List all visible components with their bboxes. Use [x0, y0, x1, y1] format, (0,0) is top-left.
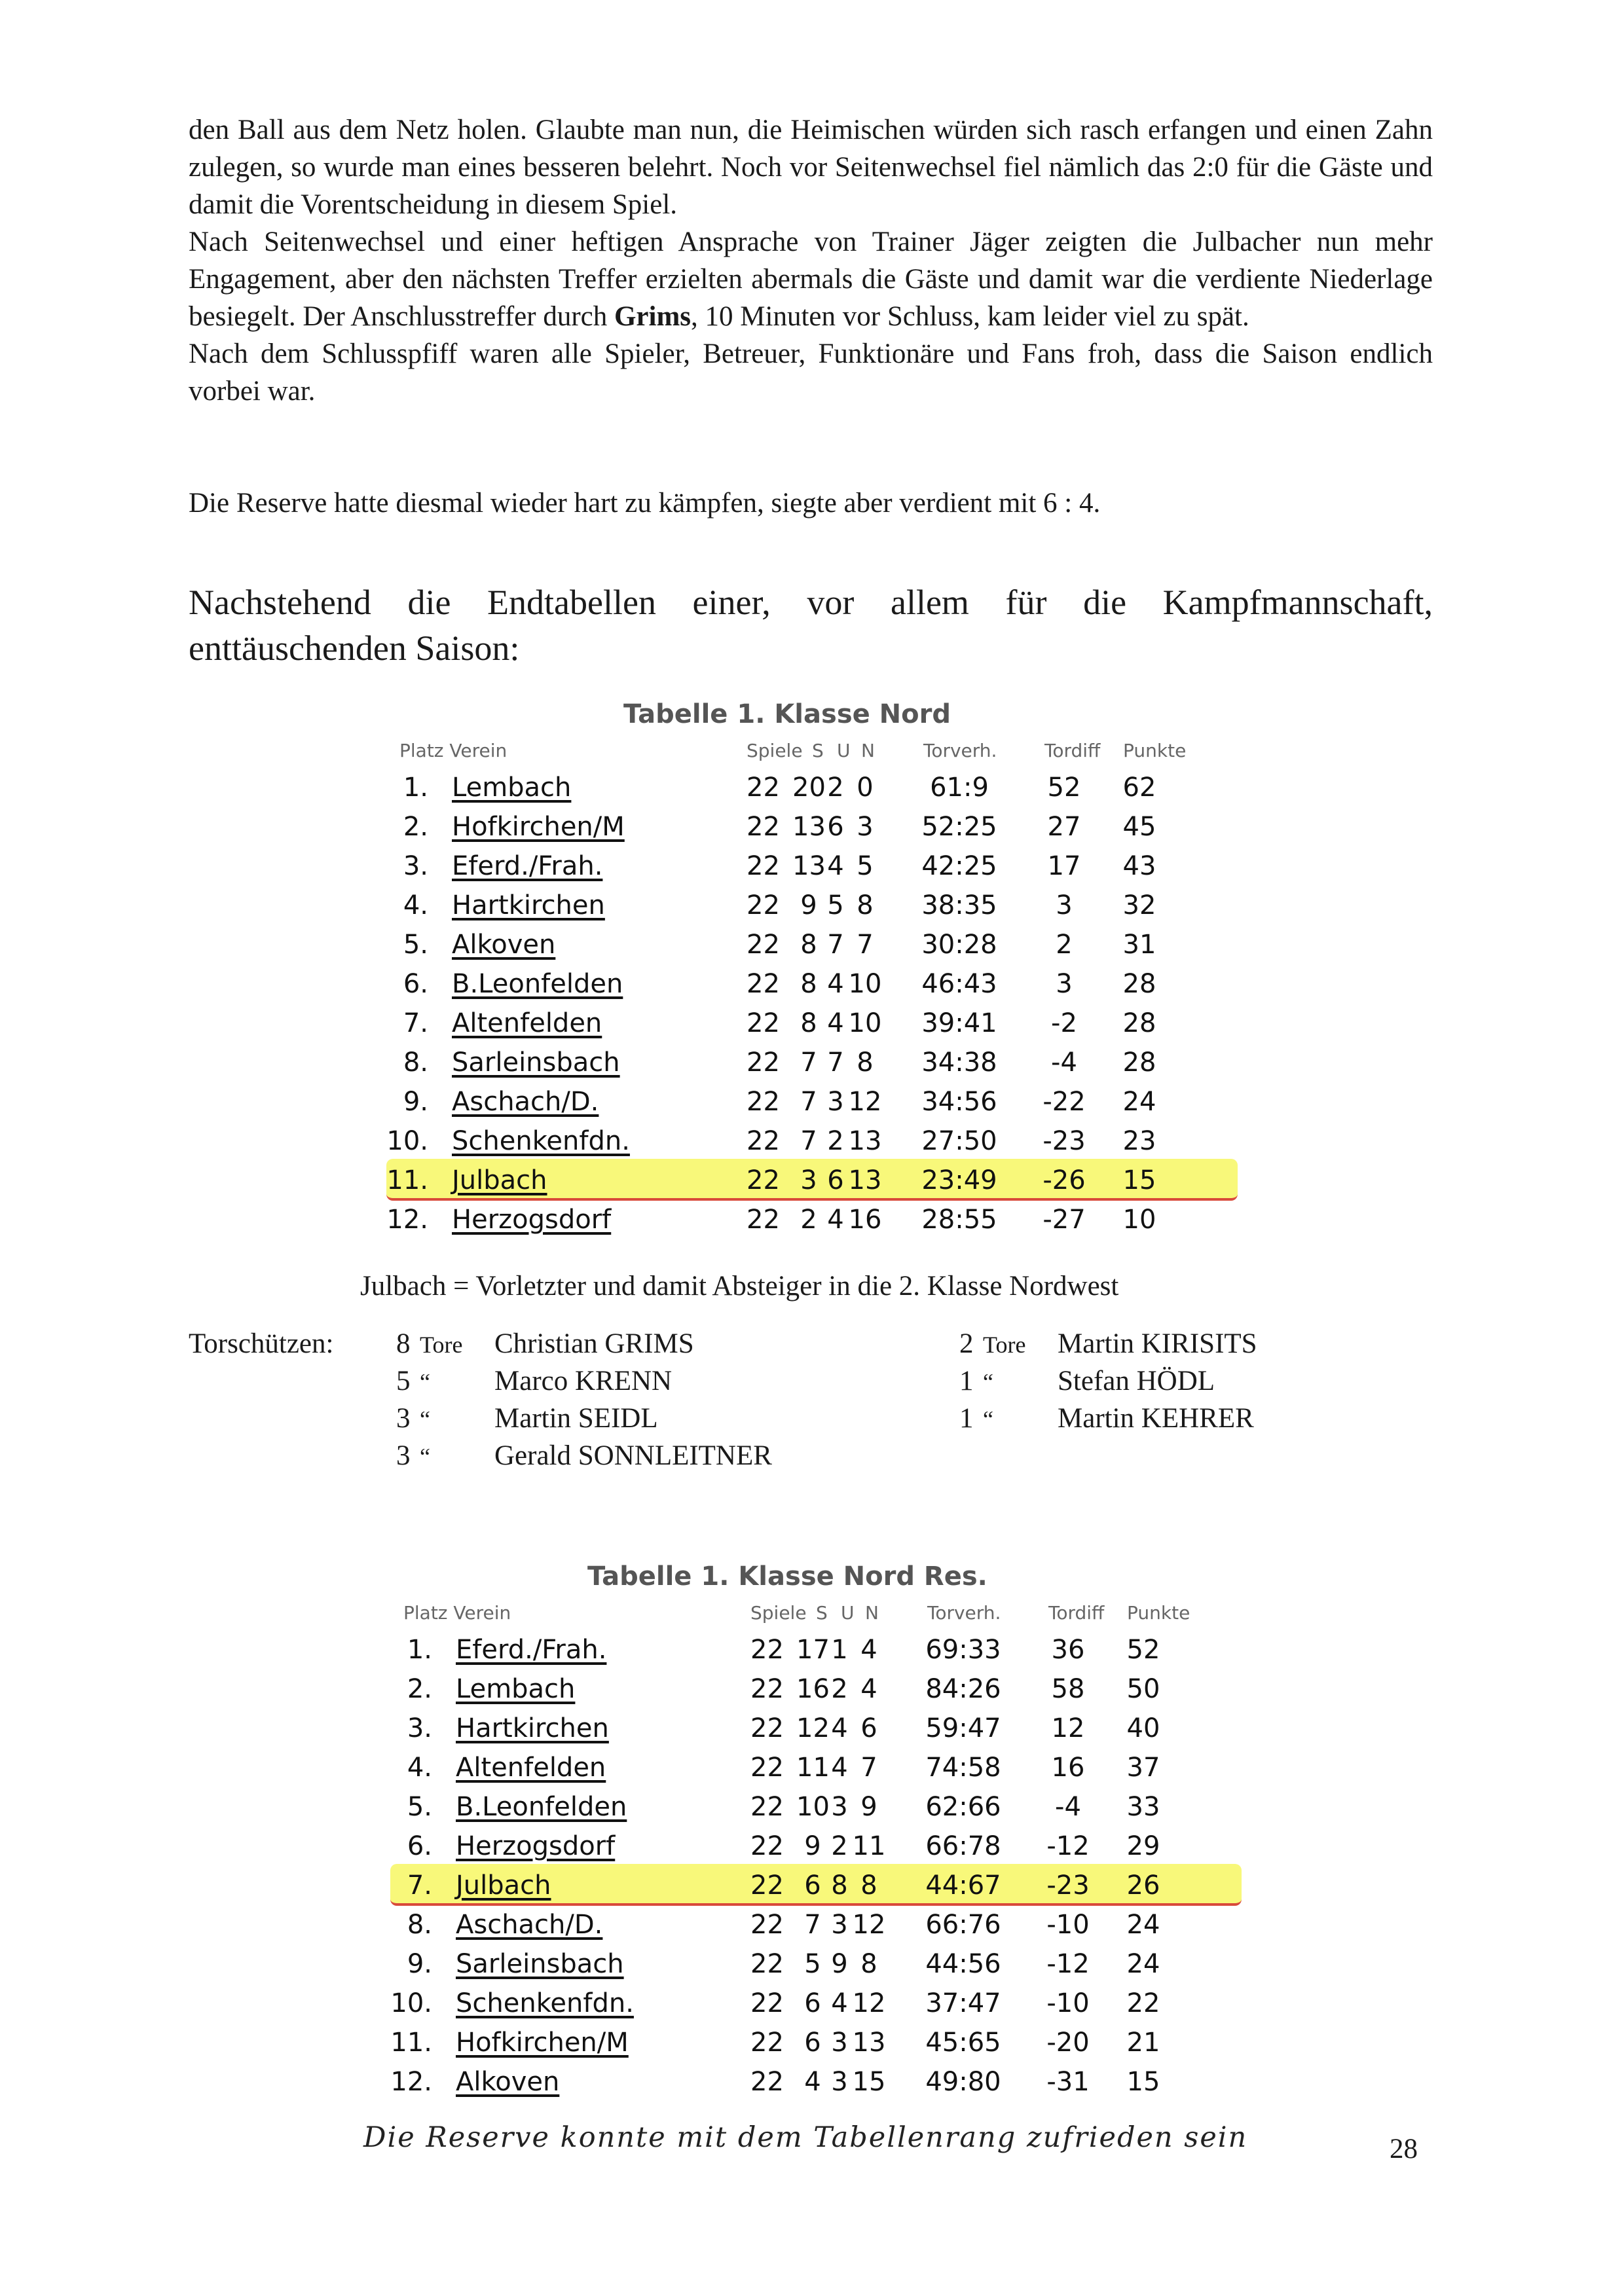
body-paragraph-2: Die Reserve hatte diesmal wieder hart zu kämpfen, siegte aber verdient mit 6 : 4.: [189, 488, 1101, 519]
cell-s: 2: [800, 1205, 817, 1235]
cell-verein: Herzogsdorf: [452, 1205, 612, 1235]
cell-torverh: 45:65: [925, 2028, 1001, 2058]
body-text-c: , 10 Minuten vor Schluss, kam leider viel zu spät.: [691, 301, 1249, 332]
cell-punkte: 22: [1126, 1988, 1160, 2018]
column-header-torverh: Torverh.: [923, 740, 997, 761]
cell-spiele: 22: [747, 1048, 780, 1078]
cell-tordiff: 2: [1056, 930, 1073, 960]
cell-punkte: 43: [1122, 851, 1156, 881]
cell-u: 6: [827, 1165, 844, 1195]
cell-punkte: 28: [1122, 1008, 1156, 1038]
table-row: [386, 1120, 1238, 1159]
column-header-tordiff: Tordiff: [1048, 1602, 1105, 1624]
cell-u: 1: [831, 1635, 848, 1665]
cell-torverh: 62:66: [925, 1792, 1001, 1822]
column-header-punkte: Punkte: [1127, 1602, 1190, 1624]
cell-verein: Julbach: [452, 1165, 547, 1195]
cell-platz: 6.: [403, 969, 428, 999]
cell-platz: 2.: [403, 812, 428, 842]
cell-punkte: 15: [1122, 1165, 1156, 1195]
cell-spiele: 22: [747, 1205, 780, 1235]
table-row: [386, 923, 1238, 962]
cell-punkte: 62: [1122, 773, 1156, 803]
cell-platz: 10.: [386, 1126, 428, 1156]
table-row: [390, 1942, 1242, 1982]
tables-intro-heading: Nachstehend die Endtabellen einer, vor allem für die Kampfmannschaft, enttäuschenden Saison:: [189, 583, 1433, 668]
cell-s: 7: [800, 1126, 817, 1156]
cell-s: 13: [792, 851, 826, 881]
cell-torverh: 46:43: [921, 969, 997, 999]
cell-u: 7: [827, 1048, 844, 1078]
cell-torverh: 37:47: [925, 1988, 1001, 2018]
cell-torverh: 38:35: [921, 890, 997, 920]
table-row: [390, 1707, 1242, 1746]
scorer-right-name: Stefan HÖDL: [1058, 1366, 1215, 1396]
body-text-b: Nach Seitenwechsel und einer heftigen Ansprache von Trainer Jäger zeigten die Julbacher nun mehr Engagement, aber den nächsten Treffer erzielten abermals die Gäste und damit war die verdiente Niederlage besiegelt. Der Anschlusstreffer durch: [189, 227, 1433, 332]
cell-torverh: 49:80: [925, 2067, 1001, 2097]
cell-platz: 11.: [386, 1165, 428, 1195]
cell-spiele: 22: [750, 1792, 784, 1822]
cell-spiele: 22: [750, 1949, 784, 1979]
cell-u: 4: [831, 1713, 848, 1743]
cell-punkte: 29: [1126, 1831, 1160, 1861]
cell-torverh: 42:25: [921, 851, 997, 881]
cell-n: 12: [852, 1910, 886, 1940]
cell-u: 4: [831, 1753, 848, 1783]
cell-verein: Schenkenfdn.: [456, 1988, 634, 2018]
cell-spiele: 22: [747, 1087, 780, 1117]
cell-tordiff: -4: [1055, 1792, 1081, 1822]
cell-n: 10: [848, 969, 882, 999]
table-row: [390, 1785, 1242, 1825]
cell-n: 13: [852, 2028, 886, 2058]
cell-verein: Sarleinsbach: [456, 1949, 624, 1979]
cell-platz: 7.: [403, 1008, 428, 1038]
table-row-highlighted: [386, 1159, 1238, 1201]
cell-s: 9: [800, 890, 817, 920]
cell-torverh: 34:38: [921, 1048, 997, 1078]
cell-verein: Eferd./Frah.: [456, 1635, 607, 1665]
cell-platz: 1.: [403, 773, 428, 803]
cell-spiele: 22: [750, 1674, 784, 1704]
table-row: [386, 884, 1238, 923]
column-header-n: N: [861, 740, 875, 761]
cell-platz: 2.: [407, 1674, 432, 1704]
cell-verein: Alkoven: [456, 2067, 560, 2097]
cell-punkte: 31: [1122, 930, 1156, 960]
scorer-left-name: Marco KRENN: [494, 1366, 673, 1396]
cell-n: 8: [860, 1870, 877, 1901]
cell-s: 6: [804, 1988, 821, 2018]
cell-punkte: 21: [1126, 2028, 1160, 2058]
cell-u: 3: [827, 1087, 844, 1117]
cell-n: 7: [857, 930, 874, 960]
page-number: 28: [1390, 2134, 1418, 2164]
cell-tordiff: 27: [1047, 812, 1081, 842]
cell-n: 4: [860, 1674, 877, 1704]
cell-spiele: 22: [747, 1126, 780, 1156]
scorer-right-unit: Tore: [983, 1332, 1026, 1358]
scorer-right-unit: “: [983, 1369, 993, 1395]
table-row: [386, 1080, 1238, 1120]
cell-verein: Hofkirchen/M: [452, 812, 625, 842]
cell-tordiff: 3: [1056, 969, 1073, 999]
cell-torverh: 66:78: [925, 1831, 1001, 1861]
scorer-left-count: 8: [396, 1328, 411, 1359]
cell-platz: 3.: [403, 851, 428, 881]
cell-spiele: 22: [750, 1870, 784, 1901]
scorer-left-count: 3: [396, 1403, 411, 1434]
scorer-right-count: 1: [959, 1366, 974, 1396]
column-header-s: S: [816, 1602, 828, 1624]
table-title: Tabelle 1. Klasse Nord: [623, 699, 951, 729]
cell-u: 3: [831, 1910, 848, 1940]
cell-spiele: 22: [750, 2028, 784, 2058]
cell-platz: 5.: [403, 930, 428, 960]
cell-n: 12: [852, 1988, 886, 2018]
cell-verein: Sarleinsbach: [452, 1048, 620, 1078]
cell-verein: B.Leonfelden: [452, 969, 623, 999]
cell-torverh: 52:25: [921, 812, 997, 842]
cell-platz: 10.: [390, 1988, 432, 2018]
cell-verein: Eferd./Frah.: [452, 851, 603, 881]
cell-n: 10: [848, 1008, 882, 1038]
cell-verein: Lembach: [452, 773, 572, 803]
cell-punkte: 50: [1126, 1674, 1160, 1704]
scorer-right-count: 1: [959, 1403, 974, 1434]
cell-platz: 3.: [407, 1713, 432, 1743]
cell-verein: Hartkirchen: [456, 1713, 609, 1743]
cell-n: 11: [852, 1831, 886, 1861]
cell-spiele: 22: [750, 2067, 784, 2097]
table-title: Tabelle 1. Klasse Nord Res.: [587, 1561, 987, 1592]
table-row: [386, 845, 1238, 884]
cell-punkte: 24: [1122, 1087, 1156, 1117]
table-row: [386, 1198, 1238, 1237]
cell-spiele: 22: [750, 1831, 784, 1861]
cell-platz: 12.: [390, 2067, 432, 2097]
cell-n: 8: [860, 1949, 877, 1979]
cell-torverh: 30:28: [921, 930, 997, 960]
cell-spiele: 22: [747, 930, 780, 960]
cell-tordiff: -31: [1046, 2067, 1090, 2097]
cell-punkte: 10: [1122, 1205, 1156, 1235]
cell-u: 4: [827, 1008, 844, 1038]
cell-u: 6: [827, 812, 844, 842]
cell-punkte: 33: [1126, 1792, 1160, 1822]
cell-platz: 9.: [403, 1087, 428, 1117]
cell-s: 6: [804, 2028, 821, 2058]
cell-s: 12: [796, 1713, 830, 1743]
body-text-bold-name: Grims: [614, 301, 692, 332]
cell-s: 7: [804, 1910, 821, 1940]
cell-s: 6: [804, 1870, 821, 1901]
cell-spiele: 22: [750, 1713, 784, 1743]
cell-verein: Aschach/D.: [452, 1087, 599, 1117]
scorer-left-unit: “: [420, 1406, 430, 1432]
cell-tordiff: -2: [1051, 1008, 1077, 1038]
cell-punkte: 52: [1126, 1635, 1160, 1665]
cell-u: 2: [827, 773, 844, 803]
cell-s: 8: [800, 930, 817, 960]
column-header-s: S: [812, 740, 824, 761]
cell-tordiff: -23: [1046, 1870, 1090, 1901]
cell-tordiff: 3: [1056, 890, 1073, 920]
table-row: [386, 766, 1238, 805]
cell-u: 5: [827, 890, 844, 920]
scorer-left-unit: “: [420, 1369, 430, 1395]
cell-verein: Lembach: [456, 1674, 576, 1704]
column-header-platz-verein: Platz Verein: [399, 740, 507, 761]
handwritten-note: Die Reserve konnte mit dem Tabellenrang zufrieden sein: [363, 2121, 1248, 2154]
cell-s: 17: [796, 1635, 830, 1665]
table-row: [390, 2060, 1242, 2100]
cell-spiele: 22: [747, 812, 780, 842]
scorers-label: Torschützen:: [189, 1328, 334, 1359]
cell-spiele: 22: [750, 1753, 784, 1783]
column-header-platz-verein: Platz Verein: [403, 1602, 511, 1624]
cell-tordiff: -20: [1046, 2028, 1090, 2058]
cell-s: 13: [792, 812, 826, 842]
cell-tordiff: -27: [1043, 1205, 1086, 1235]
table-row: [386, 1002, 1238, 1041]
cell-n: 13: [848, 1165, 882, 1195]
cell-verein: Hartkirchen: [452, 890, 605, 920]
scorer-left-unit: Tore: [420, 1332, 463, 1358]
cell-s: 11: [796, 1753, 830, 1783]
cell-n: 6: [860, 1713, 877, 1743]
table-row: [386, 1041, 1238, 1080]
column-header-tordiff: Tordiff: [1044, 740, 1101, 761]
cell-torverh: 23:49: [921, 1165, 997, 1195]
scorer-right-count: 2: [959, 1328, 974, 1359]
column-header-n: N: [865, 1602, 879, 1624]
cell-s: 3: [800, 1165, 817, 1195]
cell-platz: 9.: [407, 1949, 432, 1979]
cell-platz: 12.: [386, 1205, 428, 1235]
cell-platz: 8.: [407, 1910, 432, 1940]
cell-spiele: 22: [747, 1165, 780, 1195]
scorer-left-name: Christian GRIMS: [494, 1328, 694, 1359]
cell-n: 9: [860, 1792, 877, 1822]
cell-tordiff: 16: [1051, 1753, 1085, 1783]
cell-torverh: 66:76: [925, 1910, 1001, 1940]
cell-spiele: 22: [747, 1008, 780, 1038]
cell-punkte: 15: [1126, 2067, 1160, 2097]
cell-spiele: 22: [747, 969, 780, 999]
cell-torverh: 44:67: [925, 1870, 1001, 1901]
cell-n: 8: [857, 890, 874, 920]
scorer-left-unit: “: [420, 1444, 430, 1470]
cell-punkte: 24: [1126, 1949, 1160, 1979]
cell-s: 8: [800, 969, 817, 999]
cell-platz: 4.: [407, 1753, 432, 1783]
body-paragraph-1: [189, 111, 1433, 410]
cell-n: 5: [857, 851, 874, 881]
cell-u: 7: [827, 930, 844, 960]
body-text-d: Nach dem Schlusspfiff waren alle Spieler, Betreuer, Funktionäre und Fans froh, dass die Saison endlich vorbei war.: [189, 338, 1433, 407]
cell-punkte: 40: [1126, 1713, 1160, 1743]
cell-punkte: 28: [1122, 969, 1156, 999]
cell-platz: 11.: [390, 2028, 432, 2058]
cell-verein: Herzogsdorf: [456, 1831, 616, 1861]
column-header-punkte: Punkte: [1123, 740, 1187, 761]
cell-punkte: 37: [1126, 1753, 1160, 1783]
scorer-left-name: Martin SEIDL: [494, 1403, 658, 1434]
cell-tordiff: -23: [1043, 1126, 1086, 1156]
cell-u: 4: [831, 1988, 848, 2018]
cell-tordiff: 12: [1051, 1713, 1085, 1743]
cell-punkte: 32: [1122, 890, 1156, 920]
cell-verein: Aschach/D.: [456, 1910, 603, 1940]
table-row: [390, 1903, 1242, 1942]
cell-punkte: 26: [1126, 1870, 1160, 1901]
column-header-spiele: Spiele: [747, 740, 803, 761]
cell-s: 7: [800, 1087, 817, 1117]
cell-u: 3: [831, 1792, 848, 1822]
cell-punkte: 23: [1122, 1126, 1156, 1156]
cell-tordiff: -26: [1043, 1165, 1086, 1195]
table-row: [390, 1746, 1242, 1785]
column-header-u: U: [837, 740, 851, 761]
cell-platz: 4.: [403, 890, 428, 920]
column-header-spiele: Spiele: [750, 1602, 807, 1624]
cell-punkte: 45: [1122, 812, 1156, 842]
cell-n: 12: [848, 1087, 882, 1117]
cell-platz: 6.: [407, 1831, 432, 1861]
cell-torverh: 84:26: [925, 1674, 1001, 1704]
cell-tordiff: -10: [1046, 1910, 1090, 1940]
cell-u: 4: [827, 1205, 844, 1235]
cell-tordiff: 52: [1047, 773, 1081, 803]
table-row: [390, 2021, 1242, 2060]
scorer-left-name: Gerald SONNLEITNER: [494, 1440, 772, 1471]
table-row: [386, 805, 1238, 845]
cell-tordiff: -22: [1043, 1087, 1086, 1117]
cell-verein: Julbach: [456, 1870, 551, 1901]
cell-s: 5: [804, 1949, 821, 1979]
cell-platz: 5.: [407, 1792, 432, 1822]
cell-spiele: 22: [750, 1988, 784, 2018]
cell-tordiff: -4: [1051, 1048, 1077, 1078]
cell-s: 16: [796, 1674, 830, 1704]
cell-tordiff: 17: [1047, 851, 1081, 881]
cell-s: 7: [800, 1048, 817, 1078]
cell-n: 7: [860, 1753, 877, 1783]
body-text-a: den Ball aus dem Netz holen. Glaubte man nun, die Heimischen würden sich rasch erfangen und einen Zahn zulegen, so wurde man eines besseren belehrt. Noch vor Seitenwechsel fiel nämlich das 2:0 für die Gäste und damit die Vorentscheidung in diesem Spiel.: [189, 115, 1433, 220]
cell-s: 8: [800, 1008, 817, 1038]
cell-spiele: 22: [747, 851, 780, 881]
table-row: [390, 1628, 1242, 1667]
cell-u: 2: [831, 1674, 848, 1704]
cell-u: 4: [827, 851, 844, 881]
cell-tordiff: -12: [1046, 1949, 1090, 1979]
cell-tordiff: 36: [1051, 1635, 1085, 1665]
cell-s: 20: [792, 773, 826, 803]
cell-torverh: 27:50: [921, 1126, 997, 1156]
cell-tordiff: -10: [1046, 1988, 1090, 2018]
cell-torverh: 69:33: [925, 1635, 1001, 1665]
cell-tordiff: 58: [1051, 1674, 1085, 1704]
cell-punkte: 28: [1122, 1048, 1156, 1078]
cell-u: 8: [831, 1870, 848, 1901]
cell-n: 15: [852, 2067, 886, 2097]
column-header-u: U: [841, 1602, 855, 1624]
cell-torverh: 44:56: [925, 1949, 1001, 1979]
cell-spiele: 22: [750, 1635, 784, 1665]
cell-punkte: 24: [1126, 1910, 1160, 1940]
cell-u: 9: [831, 1949, 848, 1979]
cell-platz: 7.: [407, 1870, 432, 1901]
cell-verein: B.Leonfelden: [456, 1792, 627, 1822]
cell-spiele: 22: [747, 890, 780, 920]
cell-n: 16: [848, 1205, 882, 1235]
table-row: [390, 1982, 1242, 2021]
cell-torverh: 61:9: [930, 773, 989, 803]
cell-tordiff: -12: [1046, 1831, 1090, 1861]
table-row: [390, 1667, 1242, 1707]
cell-verein: Alkoven: [452, 930, 556, 960]
cell-s: 9: [804, 1831, 821, 1861]
scorer-left-count: 3: [396, 1440, 411, 1471]
cell-verein: Altenfelden: [456, 1753, 606, 1783]
cell-torverh: 74:58: [925, 1753, 1001, 1783]
cell-torverh: 39:41: [921, 1008, 997, 1038]
column-header-torverh: Torverh.: [927, 1602, 1001, 1624]
cell-u: 2: [827, 1126, 844, 1156]
cell-spiele: 22: [750, 1910, 784, 1940]
cell-s: 10: [796, 1792, 830, 1822]
cell-s: 4: [804, 2067, 821, 2097]
cell-verein: Hofkirchen/M: [456, 2028, 629, 2058]
cell-u: 2: [831, 1831, 848, 1861]
cell-u: 4: [827, 969, 844, 999]
cell-verein: Altenfelden: [452, 1008, 602, 1038]
cell-u: 3: [831, 2067, 848, 2097]
table-row-highlighted: [390, 1864, 1242, 1906]
cell-torverh: 28:55: [921, 1205, 997, 1235]
scorer-right-unit: “: [983, 1406, 993, 1432]
cell-torverh: 34:56: [921, 1087, 997, 1117]
cell-n: 3: [857, 812, 874, 842]
scorer-left-count: 5: [396, 1366, 411, 1396]
table-row: [386, 962, 1238, 1002]
relegation-note: Julbach = Vorletzter und damit Absteiger in die 2. Klasse Nordwest: [360, 1271, 1119, 1302]
cell-n: 13: [848, 1126, 882, 1156]
cell-torverh: 59:47: [925, 1713, 1001, 1743]
cell-n: 4: [860, 1635, 877, 1665]
scorer-right-name: Martin KIRISITS: [1058, 1328, 1257, 1359]
cell-spiele: 22: [747, 773, 780, 803]
table-row: [390, 1825, 1242, 1864]
cell-n: 0: [857, 773, 874, 803]
cell-n: 8: [857, 1048, 874, 1078]
scorer-right-name: Martin KEHRER: [1058, 1403, 1254, 1434]
cell-platz: 1.: [407, 1635, 432, 1665]
cell-platz: 8.: [403, 1048, 428, 1078]
cell-u: 3: [831, 2028, 848, 2058]
cell-verein: Schenkenfdn.: [452, 1126, 630, 1156]
